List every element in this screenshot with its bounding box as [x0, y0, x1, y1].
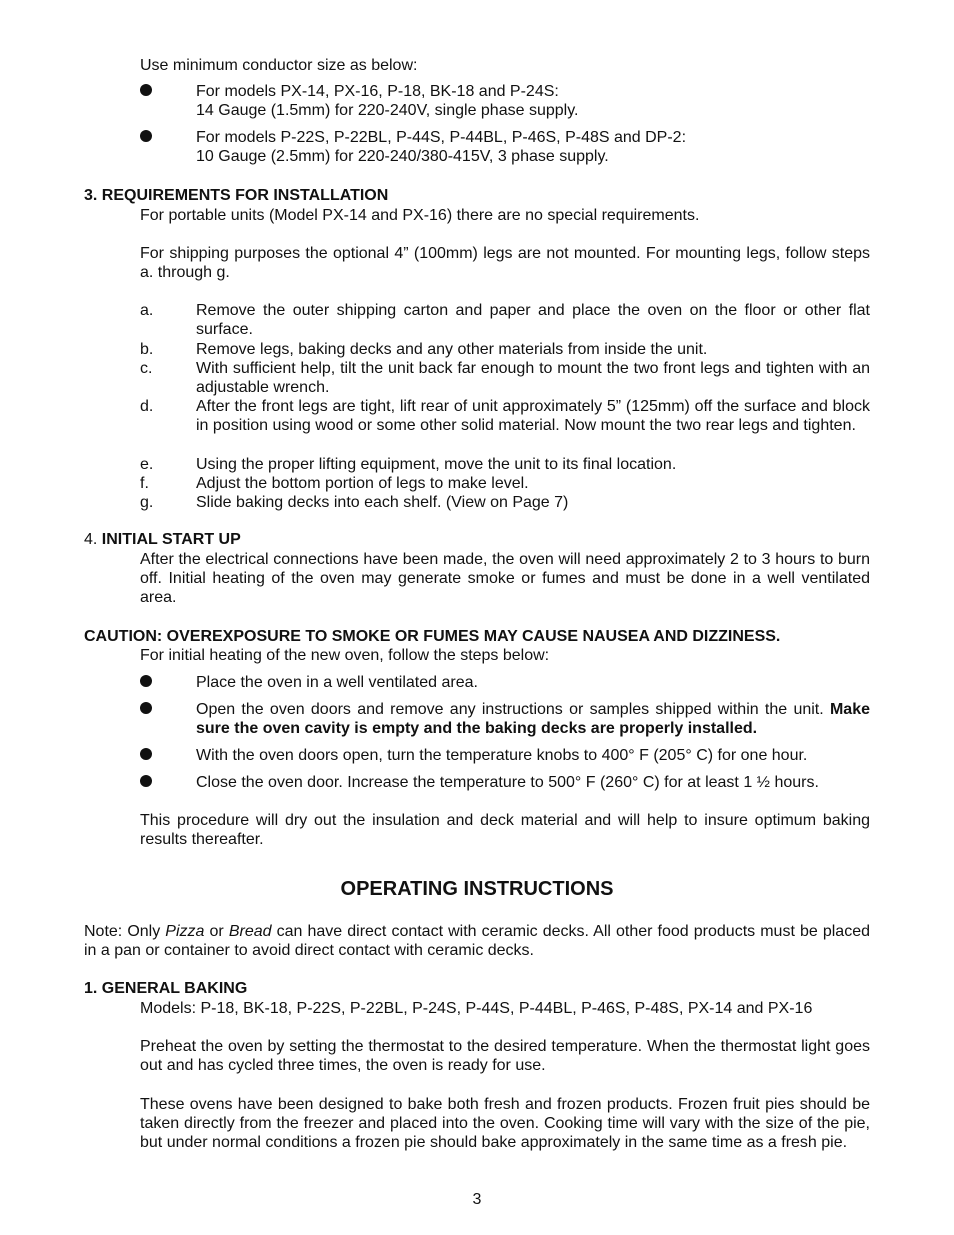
caution-step: Place the oven in a well ventilated area.: [196, 674, 478, 691]
general-preheat: Preheat the oven by setting the thermostat to the desired temperature. When the thermostat light goes out and has cycled three times, the oven is ready for use.: [140, 1038, 870, 1074]
bullet-icon: [140, 84, 152, 96]
step-letter: c.: [140, 360, 153, 377]
bullet-icon: [140, 130, 152, 142]
step-text: Using the proper lifting equipment, move the unit to its final location.: [196, 456, 677, 473]
step-letter: e.: [140, 456, 154, 473]
bullet-icon: [140, 775, 152, 787]
note-text: Note: Only: [84, 923, 166, 940]
caution-closing: This procedure will dry out the insulation and deck material and will help to insure optimum baking results thereafter.: [140, 812, 870, 848]
step-text: With sufficient help, tilt the unit back far enough to mount the two front legs and tighten with an adjustable wrench.: [196, 360, 870, 396]
caution-step: [196, 700, 870, 738]
conductor-item-line: 14 Gauge (1.5mm) for 220-240V, single phase supply.: [196, 102, 579, 119]
step-text: Slide baking decks into each shelf. (View on Page 7): [196, 494, 569, 511]
note-bread: Bread: [228, 923, 272, 940]
note-text: can have direct contact with ceramic decks. All other food products must be placed in a pan or container to avoid direct contact with ceramic decks.: [84, 923, 870, 959]
step-letter: g.: [140, 494, 154, 511]
note-pizza: Pizza: [165, 923, 205, 940]
section-heading-general-baking: 1. GENERAL BAKING: [84, 980, 248, 997]
step-text: After the front legs are tight, lift rear of unit approximately 5” (125mm) off the surface and block in position using wood or some other solid material. Now mount the two rear legs and tighten.: [196, 398, 870, 434]
section-heading-startup: [84, 530, 241, 549]
section-number: 4.: [84, 531, 102, 548]
step-letter: b.: [140, 341, 154, 358]
bullet-icon: [140, 675, 152, 687]
caution-step: Close the oven door. Increase the temperature to 500° F (260° C) for at least 1 ½ hours.: [196, 774, 819, 791]
requirements-portable: For portable units (Model PX-14 and PX-16) there are no special requirements.: [140, 207, 700, 224]
section-heading-requirements: 3. REQUIREMENTS FOR INSTALLATION: [84, 187, 389, 204]
caution-step-text: Open the oven doors and remove any instructions or samples shipped within the unit.: [196, 701, 830, 718]
page-number: 3: [472, 1191, 482, 1208]
general-models: Models: P-18, BK-18, P-22S, P-22BL, P-24S, P-44S, P-44BL, P-46S, P-48S, PX-14 and PX-16: [140, 1000, 813, 1017]
startup-text: After the electrical connections have been made, the oven will need approximately 2 to 3 hours to burn off. Initial heating of the oven may generate smoke or fumes and must be done in a well ventilated area.: [140, 551, 870, 606]
step-text: Adjust the bottom portion of legs to make level.: [196, 475, 529, 492]
conductor-item-1: [196, 82, 876, 120]
caution-step-emphasis: Make sure the oven cavity is empty and the baking decks are properly installed.: [196, 701, 870, 737]
note-text: or: [204, 923, 229, 940]
step-letter: f.: [140, 475, 149, 492]
section-title: INITIAL START UP: [101, 531, 241, 548]
conductor-item-line: 10 Gauge (2.5mm) for 220-240/380-415V, 3 phase supply.: [196, 148, 609, 165]
conductor-item-line: For models PX-14, PX-16, P-18, BK-18 and P-24S:: [196, 83, 559, 100]
step-letter: a.: [140, 302, 154, 319]
caution-heading: CAUTION: OVEREXPOSURE TO SMOKE OR FUMES MAY CAUSE NAUSEA AND DIZZINESS.: [84, 628, 781, 645]
step-text: Remove legs, baking decks and any other materials from inside the unit.: [196, 341, 708, 358]
bullet-icon: [140, 702, 152, 714]
conductor-intro: Use minimum conductor size as below:: [140, 57, 418, 74]
conductor-item-line: For models P-22S, P-22BL, P-44S, P-44BL, P-46S, P-48S and DP-2:: [196, 129, 687, 146]
step-text: Remove the outer shipping carton and paper and place the oven on the floor or other flat surface.: [196, 302, 870, 338]
requirements-shipping: For shipping purposes the optional 4” (100mm) legs are not mounted. For mounting legs, follow steps a. through g.: [140, 245, 870, 281]
conductor-item-2: [196, 128, 876, 166]
bullet-icon: [140, 748, 152, 760]
general-designed: These ovens have been designed to bake both fresh and frozen products. Frozen fruit pies should be taken directly from the freezer and placed into the oven. Cooking time will vary with the size of the pie, but under normal conditions a frozen pie should bake approximately in the same time as a fresh pie.: [140, 1096, 870, 1151]
operating-note: [84, 922, 870, 960]
caution-step: With the oven doors open, turn the temperature knobs to 400° F (205° C) for one hour.: [196, 747, 808, 764]
page-title: OPERATING INSTRUCTIONS: [340, 878, 614, 900]
step-letter: d.: [140, 398, 154, 415]
caution-intro: For initial heating of the new oven, follow the steps below:: [140, 647, 550, 664]
